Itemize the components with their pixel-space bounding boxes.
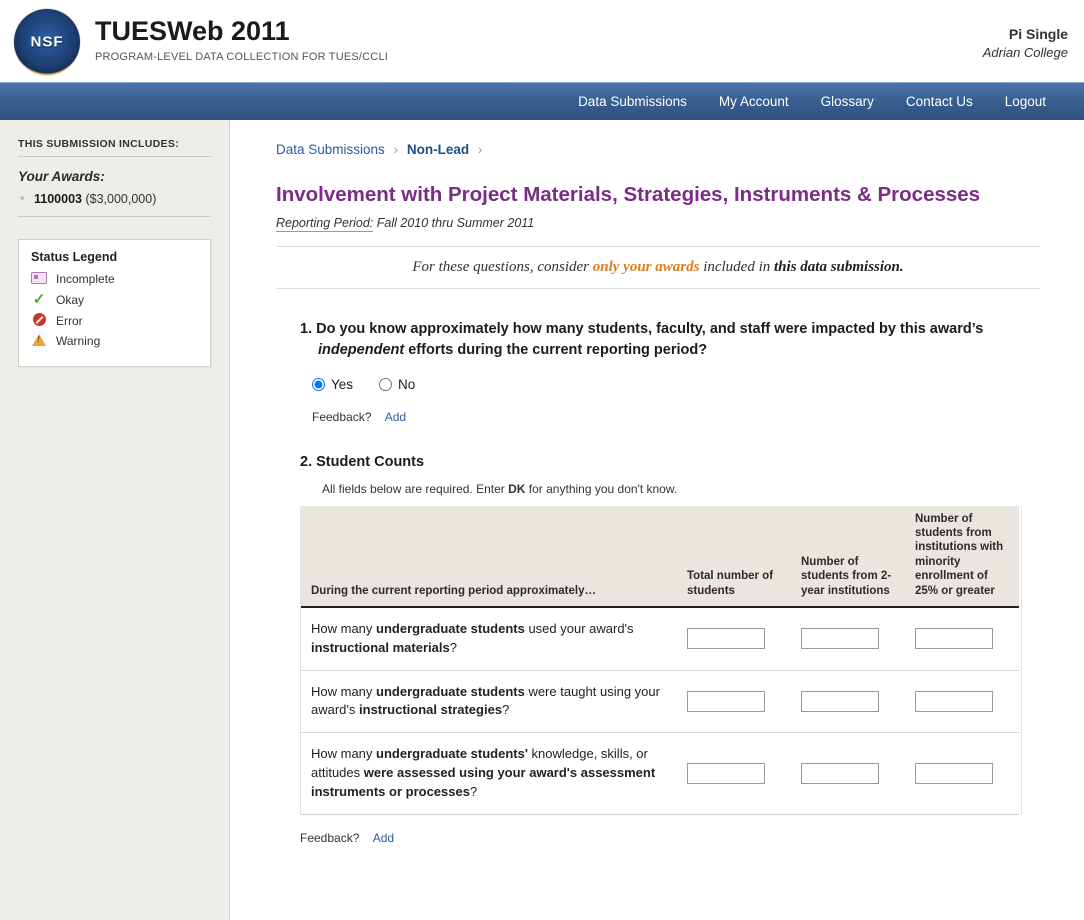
breadcrumb xyxy=(276,142,1040,157)
table-row xyxy=(301,733,1019,815)
feedback-label-2: Feedback? xyxy=(300,830,360,845)
row-1-minority-cell xyxy=(905,607,1019,670)
feedback-add-link-2[interactable]: Add xyxy=(372,830,395,845)
row-2-question: How many undergraduate students were taught using your award's instructional strategies? xyxy=(301,670,677,733)
question-1-number: 1. xyxy=(300,320,313,337)
nav-item-logout[interactable]: Logout xyxy=(1004,94,1046,109)
app-title: TUESWeb 2011 xyxy=(95,16,290,46)
row-1-question: How many undergraduate students used your award's instructional materials? xyxy=(301,607,677,670)
row-3-twoyear-cell xyxy=(791,733,905,815)
question-1-part1: Do you know approximately how many students, faculty, and staff were impacted by this award’s xyxy=(316,320,984,337)
row-3-minority-input[interactable] xyxy=(915,763,993,784)
table-head xyxy=(301,506,1019,607)
main-content xyxy=(230,120,1084,920)
nav-item-my-account[interactable]: My Account xyxy=(718,94,789,109)
user-block xyxy=(983,26,1068,60)
legend-row-incomplete xyxy=(31,272,198,286)
notice-strong: this data submission. xyxy=(774,258,904,275)
award-amount: ($3,000,000) xyxy=(85,192,157,206)
awards-notice xyxy=(276,246,1040,289)
page-header xyxy=(0,0,1084,82)
question-1-feedback xyxy=(312,410,1040,424)
row-3-question: How many undergraduate students' knowledge, skills, or attitudes were assessed using your award's assessment instruments or processes? xyxy=(301,733,677,815)
feedback-label: Feedback? xyxy=(312,409,372,424)
question-1-text xyxy=(300,319,1018,361)
legend-row-warning xyxy=(31,334,198,348)
page-body xyxy=(0,120,1084,920)
hint-pre: All fields below are required. Enter xyxy=(322,481,505,496)
app-subtitle: PROGRAM-LEVEL DATA COLLECTION FOR TUES/CCLI xyxy=(95,51,389,63)
nav-item-contact-us[interactable]: Contact Us xyxy=(905,94,973,109)
nsf-logo xyxy=(14,9,80,75)
status-legend xyxy=(18,239,211,367)
breadcrumb-link-data-submissions[interactable]: Data Submissions xyxy=(276,142,385,157)
user-organization: Adrian College xyxy=(982,45,1068,60)
column-header-minority: Number of students from institutions with minority enrollment of 25% or greater xyxy=(905,506,1019,607)
row-3-total-cell xyxy=(677,733,791,815)
student-counts-table-wrap xyxy=(300,506,1022,815)
row-1-twoyear-input[interactable] xyxy=(801,628,879,649)
question-2-hint xyxy=(322,482,1040,496)
legend-row-okay xyxy=(31,292,198,307)
question-1-emphasis: independent xyxy=(318,341,405,358)
table-row xyxy=(301,670,1019,733)
nav-item-data-submissions[interactable]: Data Submissions xyxy=(578,94,687,109)
incomplete-icon xyxy=(31,272,47,286)
row-1-total-cell xyxy=(677,607,791,670)
question-2-heading xyxy=(300,454,1040,470)
legend-label-okay: Okay xyxy=(56,292,85,307)
legend-label-incomplete: Incomplete xyxy=(56,272,115,286)
title-block xyxy=(95,18,388,63)
row-2-total-input[interactable] xyxy=(687,691,765,712)
row-2-twoyear-input[interactable] xyxy=(801,691,879,712)
row-2-minority-cell xyxy=(905,670,1019,733)
reporting-period-value: Fall 2010 thru Summer 2011 xyxy=(376,215,535,230)
breadcrumb-separator-icon: › xyxy=(393,142,399,157)
row-2-twoyear-cell xyxy=(791,670,905,733)
table-body xyxy=(301,607,1019,814)
radio-option-no[interactable] xyxy=(379,377,415,392)
breadcrumb-current: Non-Lead xyxy=(406,142,470,157)
sidebar-awards-title: Your Awards: xyxy=(18,169,105,184)
column-header-question: During the current reporting period approximately… xyxy=(301,506,677,607)
question-1-options xyxy=(312,377,1040,392)
breadcrumb-separator-icon-2: › xyxy=(477,142,483,157)
radio-input-no[interactable] xyxy=(379,378,392,391)
legend-label-warning: Warning xyxy=(56,334,101,348)
sidebar-award-list xyxy=(18,192,211,217)
sidebar-heading: THIS SUBMISSION INCLUDES: xyxy=(18,138,211,157)
sidebar xyxy=(0,120,230,920)
column-header-total-students: Total number of students xyxy=(677,506,791,607)
notice-pre: For these questions, consider xyxy=(412,258,589,275)
notice-highlight: only your awards xyxy=(592,258,700,275)
award-id: 1100003 xyxy=(34,192,82,206)
question-1-part2: efforts during the current reporting period? xyxy=(408,341,708,358)
question-1 xyxy=(276,319,1040,424)
row-2-minority-input[interactable] xyxy=(915,691,993,712)
question-2-feedback xyxy=(300,831,1040,845)
list-item[interactable] xyxy=(34,192,211,206)
radio-input-yes[interactable] xyxy=(312,378,325,391)
hint-strong: DK xyxy=(508,481,526,496)
check-icon: ✓ xyxy=(32,291,46,308)
radio-option-yes[interactable] xyxy=(312,377,353,392)
user-name: Pi Single xyxy=(1008,26,1068,42)
student-counts-table xyxy=(301,506,1019,815)
hint-post: for anything you don't know. xyxy=(528,481,678,496)
radio-label-yes: Yes xyxy=(331,376,354,392)
row-3-minority-cell xyxy=(905,733,1019,815)
row-1-total-input[interactable] xyxy=(687,628,765,649)
row-2-total-cell xyxy=(677,670,791,733)
reporting-period-label: Reporting Period: xyxy=(276,215,374,230)
column-header-two-year: Number of students from 2-year institutions xyxy=(791,506,905,607)
status-legend-title: Status Legend xyxy=(31,250,118,264)
error-icon xyxy=(31,313,47,328)
table-header-row xyxy=(301,506,1019,607)
question-2 xyxy=(276,454,1040,845)
radio-label-no: No xyxy=(398,376,416,392)
table-row xyxy=(301,607,1019,670)
warning-icon xyxy=(31,334,47,348)
row-3-total-input[interactable] xyxy=(687,763,765,784)
reporting-period xyxy=(276,216,1040,230)
row-1-minority-input[interactable] xyxy=(915,628,993,649)
page-title: Involvement with Project Materials, Strategies, Instruments & Processes xyxy=(276,183,981,206)
notice-mid: included in xyxy=(703,258,771,275)
nsf-seal-icon xyxy=(14,9,80,75)
row-1-twoyear-cell xyxy=(791,607,905,670)
row-3-twoyear-input[interactable] xyxy=(801,763,879,784)
nav-item-glossary[interactable]: Glossary xyxy=(820,94,874,109)
legend-label-error: Error xyxy=(56,313,83,328)
question-2-title: Student Counts xyxy=(316,453,425,470)
main-navigation xyxy=(0,82,1084,120)
question-2-number: 2. xyxy=(300,453,313,470)
feedback-add-link[interactable]: Add xyxy=(384,409,407,424)
legend-row-error xyxy=(31,313,198,328)
